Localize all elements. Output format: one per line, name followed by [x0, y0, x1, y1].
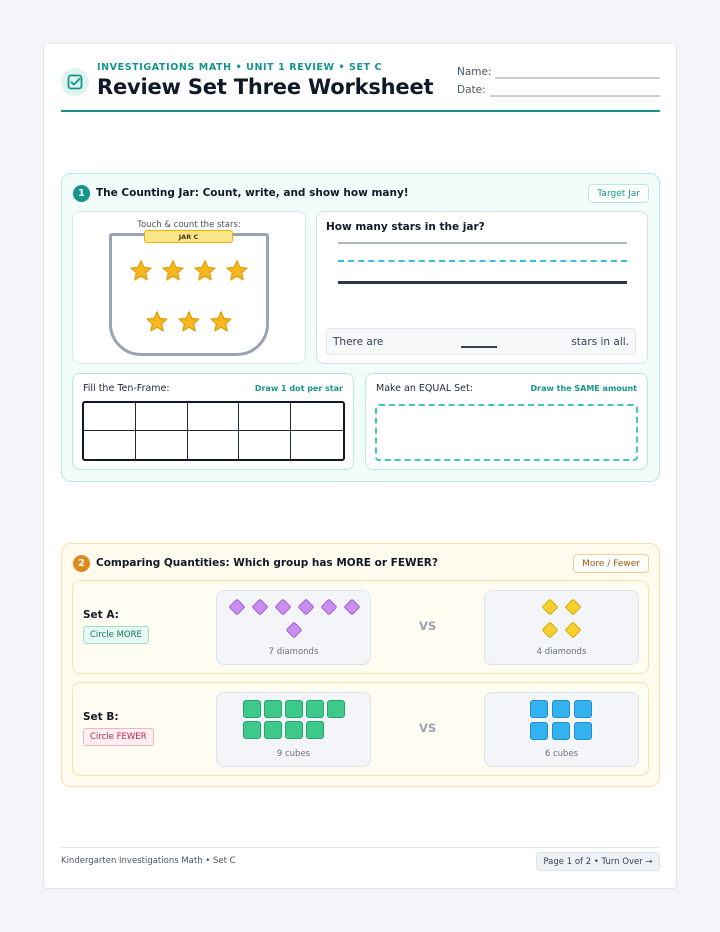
star-icon[interactable]	[161, 259, 185, 283]
sentence-blank[interactable]	[461, 346, 497, 348]
set-a-right-group[interactable]	[484, 590, 639, 665]
header-subtitle: INVESTIGATIONS MATH • UNIT 1 REVIEW • SET C	[97, 62, 383, 73]
equal-set-hint: Draw the SAME amount	[530, 384, 637, 393]
cube-shape	[552, 700, 570, 718]
compare-row-set-b	[72, 682, 649, 776]
name-label: Name:	[457, 66, 492, 78]
ten-frame-cell[interactable]	[84, 431, 136, 459]
equal-set-label: Make an EQUAL Set:	[376, 383, 473, 394]
ten-frame-cell[interactable]	[136, 431, 188, 459]
cube-shape	[306, 721, 324, 739]
cube-shape	[264, 721, 282, 739]
worksheet-page	[43, 43, 677, 889]
section-tag: Target Jar	[588, 184, 649, 203]
checkbox-icon	[61, 68, 89, 96]
cube-shape	[530, 722, 548, 740]
section-comparing-quantities	[61, 543, 660, 787]
ten-frame	[82, 401, 345, 461]
set-b-instruction-badge: Circle FEWER	[83, 728, 154, 746]
section-tag: More / Fewer	[573, 554, 649, 573]
page-indicator[interactable]: Page 1 of 2 • Turn Over →	[536, 852, 660, 871]
diamond-shape	[229, 599, 246, 616]
vs-label: VS	[419, 619, 437, 633]
write-line-base[interactable]	[338, 281, 627, 284]
page-title: Review Set Three Worksheet	[97, 75, 434, 99]
write-question: How many stars in the jar?	[326, 221, 485, 233]
diamond-shape	[344, 599, 361, 616]
star-icon[interactable]	[129, 259, 153, 283]
cube-shape	[243, 700, 261, 718]
star-icon[interactable]	[193, 259, 217, 283]
cube-shape	[574, 722, 592, 740]
cube-shape	[552, 722, 570, 740]
ten-frame-cell[interactable]	[136, 403, 188, 431]
set-a-label: Set A:	[83, 609, 119, 621]
diamond-shape	[542, 599, 559, 616]
jar	[109, 233, 269, 356]
cube-shape	[327, 700, 345, 718]
ten-frame-card	[72, 373, 354, 470]
compare-row-set-a	[72, 580, 649, 674]
cube-shape	[264, 700, 282, 718]
section-title: Comparing Quantities: Which group has MORE or FEWER?	[96, 557, 438, 569]
set-b-right-group[interactable]	[484, 692, 639, 767]
group-caption: 6 cubes	[544, 749, 579, 759]
ten-frame-cell[interactable]	[188, 431, 240, 459]
equal-set-drawing-area[interactable]	[375, 404, 638, 461]
star-icon[interactable]	[225, 259, 249, 283]
ten-frame-cell[interactable]	[188, 403, 240, 431]
group-caption: 7 diamonds	[268, 647, 319, 657]
sentence-end: stars in all.	[571, 336, 629, 348]
diamond-shape	[252, 599, 269, 616]
header-divider	[61, 110, 660, 112]
sentence-box	[326, 328, 636, 355]
diamond-shape	[298, 599, 315, 616]
diamond-shape	[275, 599, 292, 616]
section-number: 2	[73, 555, 90, 572]
date-label: Date:	[457, 84, 486, 96]
footer-divider	[61, 847, 660, 848]
star-icon[interactable]	[209, 310, 233, 334]
name-field[interactable]	[495, 77, 660, 79]
set-a-instruction-badge: Circle MORE	[83, 626, 149, 644]
star-icon[interactable]	[177, 310, 201, 334]
ten-frame-cell[interactable]	[291, 431, 343, 459]
cube-shape	[285, 700, 303, 718]
star-icon[interactable]	[145, 310, 169, 334]
section-number: 1	[73, 185, 90, 202]
cube-shape	[530, 700, 548, 718]
section-title: The Counting Jar: Count, write, and show how many!	[96, 187, 409, 199]
set-a-left-group[interactable]	[216, 590, 371, 665]
cube-shape	[574, 700, 592, 718]
jar-caption: Touch & count the stars:	[137, 220, 241, 230]
group-caption: 9 cubes	[276, 749, 311, 759]
set-b-label: Set B:	[83, 711, 119, 723]
ten-frame-cell[interactable]	[239, 403, 291, 431]
cube-shape	[285, 721, 303, 739]
write-line-top	[338, 242, 627, 244]
write-number-card	[316, 211, 648, 364]
set-b-left-group[interactable]	[216, 692, 371, 767]
jar-lid-label: JAR C	[144, 230, 233, 243]
section-counting-jar	[61, 173, 660, 482]
cube-shape	[243, 721, 261, 739]
equal-set-card	[365, 373, 648, 470]
counting-jar-card	[72, 211, 306, 364]
vs-label: VS	[419, 721, 437, 735]
diamond-shape	[286, 622, 303, 639]
ten-frame-cell[interactable]	[291, 403, 343, 431]
ten-frame-label: Fill the Ten-Frame:	[83, 383, 170, 394]
ten-frame-hint: Draw 1 dot per star	[254, 384, 343, 393]
cube-shape	[306, 700, 324, 718]
diamond-shape	[321, 599, 338, 616]
date-field[interactable]	[490, 95, 660, 97]
diamond-shape	[565, 622, 582, 639]
group-caption: 4 diamonds	[536, 647, 587, 657]
diamond-shape	[542, 622, 559, 639]
footer-course: Kindergarten Investigations Math • Set C	[61, 856, 236, 866]
ten-frame-cell[interactable]	[84, 403, 136, 431]
write-line-mid	[338, 260, 627, 262]
diamond-shape	[565, 599, 582, 616]
sentence-start: There are	[333, 336, 384, 348]
ten-frame-cell[interactable]	[239, 431, 291, 459]
